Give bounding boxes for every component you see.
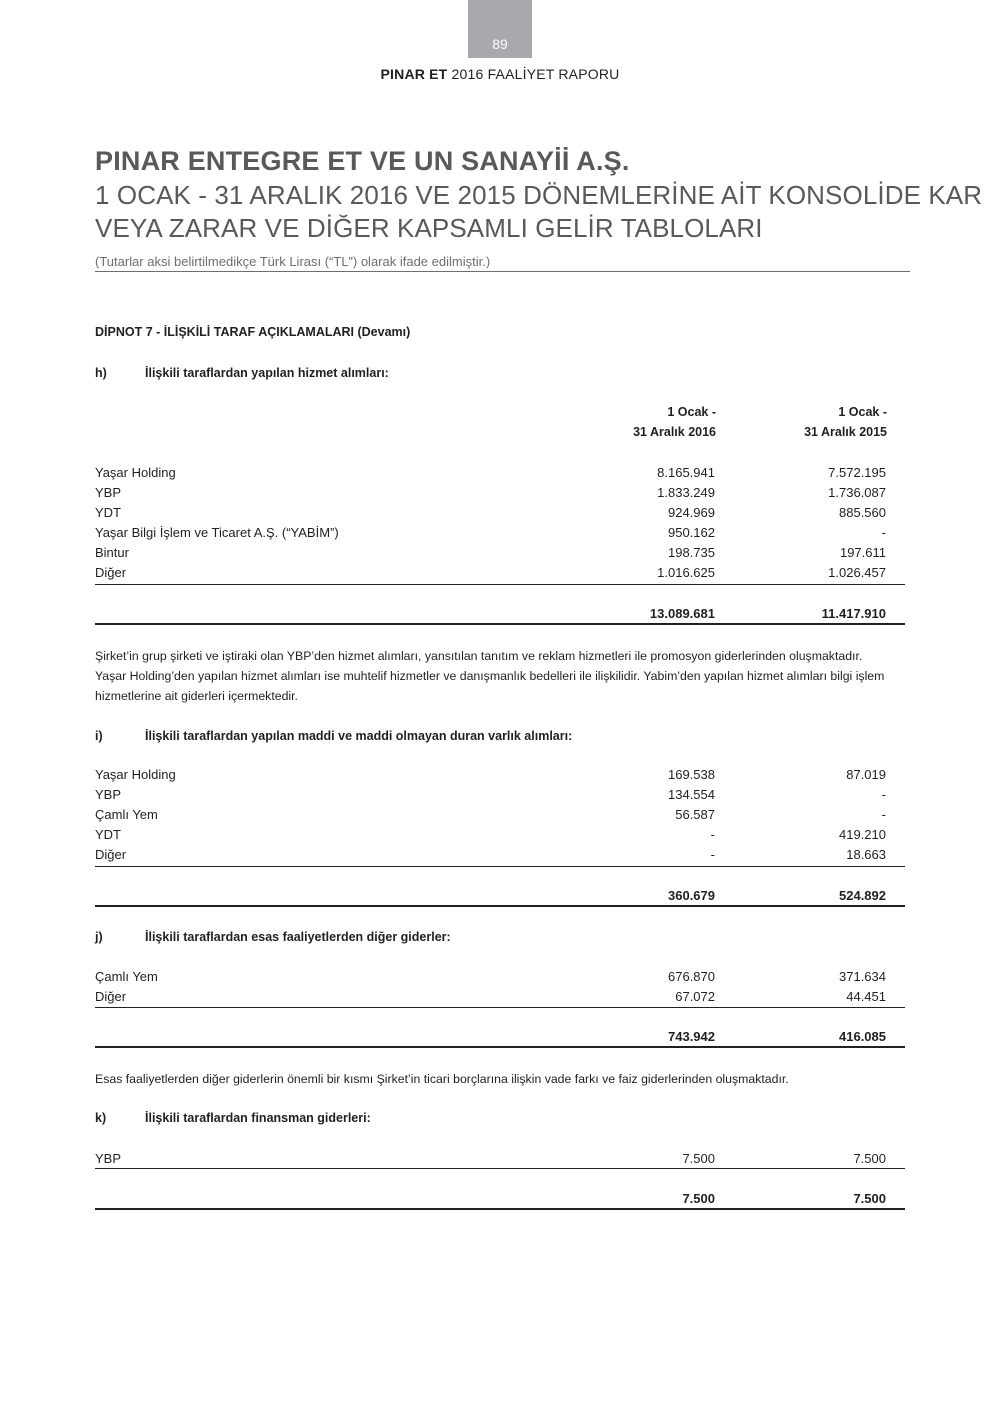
section-i-letter: i) <box>95 729 103 743</box>
statement-title-line-1: 1 OCAK - 31 ARALIK 2016 VE 2015 DÖNEMLERİNE AİT KONSOLİDE KAR <box>95 180 983 210</box>
row-label: Çamlı Yem <box>95 969 158 984</box>
row-label: Yaşar Holding <box>95 465 176 480</box>
table-row <box>95 827 905 847</box>
section-h-letter: h) <box>95 366 107 380</box>
value-2015: - <box>881 807 886 822</box>
row-label: Diğer <box>95 989 127 1004</box>
currency-note: (Tutarlar aksi belirtilmedikçe Türk Lirası (“TL”) olarak ifade edilmiştir.) <box>95 254 491 269</box>
value-2015: 197.611 <box>839 545 886 560</box>
value-2015: 18.663 <box>846 847 886 862</box>
company-name: PINAR ENTEGRE ET VE UN SANAYİİ A.Ş. <box>95 146 630 176</box>
value-2016: 169.538 <box>668 767 715 782</box>
value-2015: 419.210 <box>839 827 886 842</box>
value-2016: 950.162 <box>668 525 715 540</box>
table-row <box>95 847 905 867</box>
row-label: YBP <box>95 787 122 802</box>
note-line: Yaşar Holding’den yapılan hizmet alımları ise muhtelif hizmetler ve danışmanlık bedelleri ile ilişkilidir. Yabim’den yapılan hizmet alımları bilgi işlem <box>95 669 885 683</box>
total-2016: 7.500 <box>682 1191 715 1206</box>
table-row <box>95 969 905 989</box>
section-k-title: İlişkili taraflardan finansman giderleri: <box>145 1111 371 1125</box>
total-rule <box>95 1208 905 1210</box>
value-2016: 1.016.625 <box>657 565 715 580</box>
row-label: Diğer <box>95 847 127 862</box>
subtotal-rule <box>95 584 905 585</box>
total-2015: 11.417.910 <box>821 606 886 621</box>
note-line: hizmetlerine ait giderleri içermektedir. <box>95 689 298 703</box>
value-2015: 885.560 <box>839 505 886 520</box>
subtotal-rule <box>95 1007 905 1008</box>
section-j-letter: j) <box>95 930 103 944</box>
value-2016: 67.072 <box>675 989 715 1004</box>
subtotal-rule <box>95 1168 905 1169</box>
note-line: Şirket’in grup şirketi ve iştiraki olan YBP’den hizmet alımları, yansıtılan tanıtım ve reklam hizmetleri ile promosyon giderlerinden oluşmaktadır. <box>95 649 863 663</box>
column-2015-line2: 31 Aralık 2015 <box>804 425 887 439</box>
table-row <box>95 787 905 807</box>
value-2015: - <box>881 525 886 540</box>
column-2016-line2: 31 Aralık 2016 <box>633 425 716 439</box>
value-2015: - <box>881 787 886 802</box>
page-number: 89 <box>492 36 508 52</box>
value-2016: 198.735 <box>668 545 715 560</box>
column-2016-line1: 1 Ocak - <box>667 405 716 419</box>
row-label: YDT <box>95 505 121 520</box>
row-label: Yaşar Holding <box>95 767 176 782</box>
value-2016: 8.165.941 <box>657 465 715 480</box>
value-2016: 56.587 <box>675 807 715 822</box>
page-number-tab <box>468 0 532 58</box>
value-2015: 87.019 <box>846 767 886 782</box>
section-i-title: İlişkili taraflardan yapılan maddi ve maddi olmayan duran varlık alımları: <box>145 729 573 743</box>
value-2016: 134.554 <box>668 787 715 802</box>
table-row <box>95 565 905 585</box>
table-row <box>95 525 905 545</box>
section-h-title: İlişkili taraflardan yapılan hizmet alımları: <box>145 366 389 380</box>
value-2016: 1.833.249 <box>657 485 715 500</box>
report-brand: PINAR ET <box>380 66 448 82</box>
row-label: Çamlı Yem <box>95 807 158 822</box>
section-k-letter: k) <box>95 1111 107 1125</box>
report-header <box>0 66 1000 82</box>
column-2015-line1: 1 Ocak - <box>838 405 887 419</box>
table-row <box>95 807 905 827</box>
table-row <box>95 767 905 787</box>
total-2016: 360.679 <box>668 888 715 903</box>
value-2016: - <box>710 827 715 842</box>
value-2016: 7.500 <box>682 1151 715 1166</box>
total-2015: 7.500 <box>853 1191 886 1206</box>
section-title: DİPNOT 7 - İLİŞKİLİ TARAF AÇIKLAMALARI (Devamı) <box>95 325 411 339</box>
table-row <box>95 989 905 1009</box>
section-j-note: Esas faaliyetlerden diğer giderlerin önemli bir kısmı Şirket’in ticari borçlarına ilişkin vade farkı ve faiz giderlerinden oluşmaktadır. <box>95 1072 789 1086</box>
total-rule <box>95 905 905 907</box>
row-label: Bintur <box>95 545 129 560</box>
statement-title-line-2: VEYA ZARAR VE DİĞER KAPSAMLI GELİR TABLOLARI <box>95 213 763 243</box>
value-2015: 1.026.457 <box>828 565 886 580</box>
value-2015: 371.634 <box>839 969 886 984</box>
header-divider <box>95 271 910 272</box>
total-rule <box>95 623 905 625</box>
table-row <box>95 505 905 525</box>
subtotal-rule <box>95 866 905 867</box>
table-row <box>95 485 905 505</box>
total-2016: 743.942 <box>668 1029 715 1044</box>
value-2016: - <box>710 847 715 862</box>
value-2015: 1.736.087 <box>828 485 886 500</box>
total-2015: 524.892 <box>839 888 886 903</box>
table-row <box>95 545 905 565</box>
row-label: YDT <box>95 827 121 842</box>
section-h-note <box>95 646 910 706</box>
row-label: YBP <box>95 1151 122 1166</box>
value-2016: 676.870 <box>668 969 715 984</box>
row-label: Diğer <box>95 565 127 580</box>
report-title: 2016 FAALİYET RAPORU <box>451 66 620 82</box>
row-label: Yaşar Bilgi İşlem ve Ticaret A.Ş. (“YABİM”) <box>95 525 339 540</box>
total-2015: 416.085 <box>839 1029 886 1044</box>
section-j-title: İlişkili taraflardan esas faaliyetlerden diğer giderler: <box>145 930 451 944</box>
table-row <box>95 465 905 485</box>
value-2015: 7.572.195 <box>828 465 886 480</box>
value-2016: 924.969 <box>668 505 715 520</box>
row-label: YBP <box>95 485 122 500</box>
value-2015: 7.500 <box>853 1151 886 1166</box>
total-rule <box>95 1046 905 1048</box>
value-2015: 44.451 <box>846 989 886 1004</box>
total-2016: 13.089.681 <box>649 606 715 621</box>
